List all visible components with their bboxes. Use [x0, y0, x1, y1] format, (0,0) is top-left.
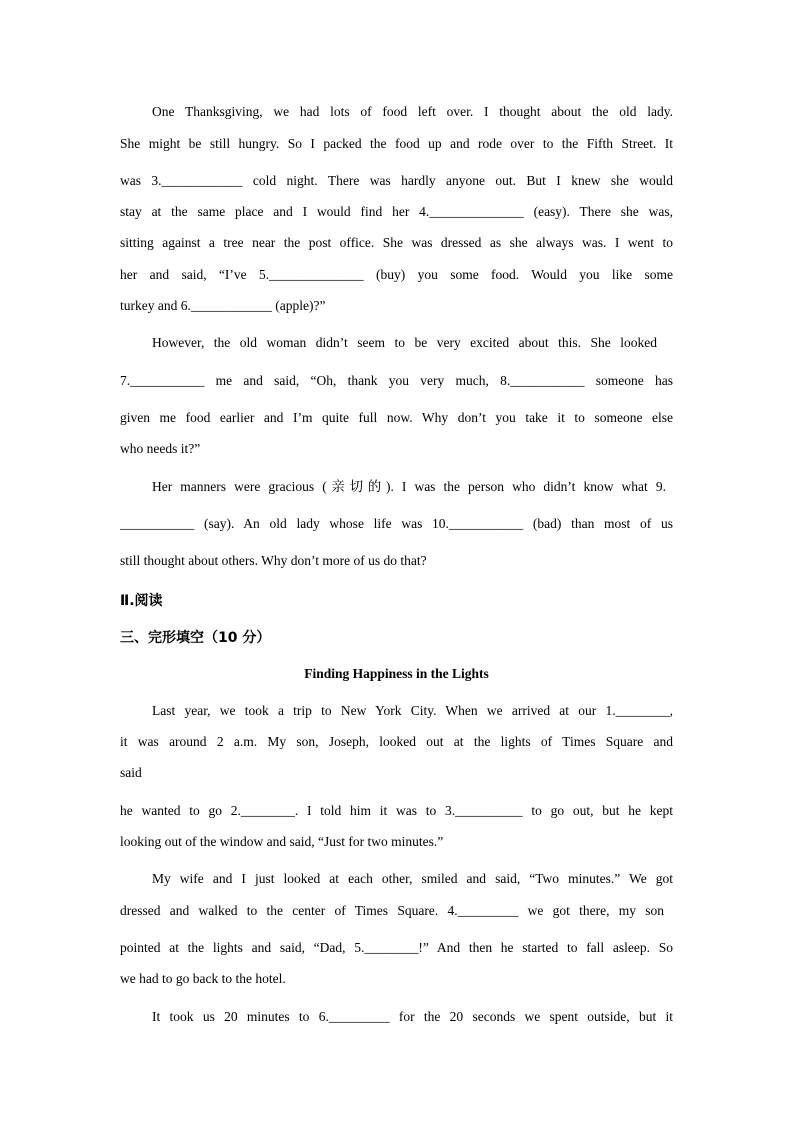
passage1-line-1: One Thanksgiving, we had lots of food left over. I thought about the old lady. — [152, 104, 673, 119]
passage1-line-13: ___________ (say). An old lady whose life was 10.___________ (bad) than most of us — [120, 516, 673, 531]
passage2-line-10: It took us 20 minutes to 6._________ for the 20 seconds we spent outside, but it — [152, 1009, 673, 1024]
section-cloze-heading: 三、完形填空（10 分） — [120, 630, 271, 646]
passage2-line-1: Last year, we took a trip to New York City. When we arrived at our 1.________, — [152, 703, 673, 718]
passage1-line-2: She might be still hungry. So I packed the food up and rode over to the Fifth Street. It — [120, 136, 673, 151]
passage2-line-9: we had to go back to the hotel. — [120, 971, 286, 986]
passage2-line-2: it was around 2 a.m. My son, Joseph, looked out at the lights of Times Square and — [120, 734, 673, 749]
passage1-line-14: still thought about others. Why don’t more of us do that? — [120, 553, 427, 568]
passage1-line-9: 7.___________ me and said, “Oh, thank you very much, 8.___________ someone has — [120, 373, 673, 388]
passage1-line-3: was 3.____________ cold night. There was hardly anyone out. But I knew she would — [120, 173, 673, 188]
passage1-line-7: turkey and 6.____________ (apple)?” — [120, 298, 326, 313]
passage2-line-3: said — [120, 765, 142, 780]
passage1-line-5: sitting against a tree near the post office. She was dressed as she always was. I went to — [120, 235, 673, 250]
passage1-line-4: stay at the same place and I would find her 4.______________ (easy). There she was, — [120, 204, 673, 219]
passage1-line-6: her and said, “I’ve 5.______________ (buy) you some food. Would you like some — [120, 267, 673, 282]
passage2-line-4: he wanted to go 2.________. I told him it was to 3.__________ to go out, but he kept — [120, 803, 673, 818]
passage1-line-10: given me food earlier and I’m quite full now. Why don’t you take it to someone else — [120, 410, 673, 425]
passage2-line-7: dressed and walked to the center of Times Square. 4._________ we got there, my son — [120, 903, 664, 918]
passage2-line-6: My wife and I just looked at each other, smiled and said, “Two minutes.” We got — [152, 871, 673, 886]
passage2-line-8: pointed at the lights and said, “Dad, 5.________!” And then he started to fall asleep. So — [120, 940, 673, 955]
passage2-line-5: looking out of the window and said, “Just for two minutes.” — [120, 834, 444, 849]
passage1-line-12: Her manners were gracious (亲切的). I was the person who didn’t know what 9. — [152, 479, 666, 494]
passage1-line-8: However, the old woman didn’t seem to be very excited about this. She looked — [152, 335, 657, 350]
passage1-line-11: who needs it?” — [120, 441, 201, 456]
passage2-title: Finding Happiness in the Lights — [304, 666, 489, 681]
section-reading-heading: Ⅱ.阅读 — [120, 593, 163, 609]
